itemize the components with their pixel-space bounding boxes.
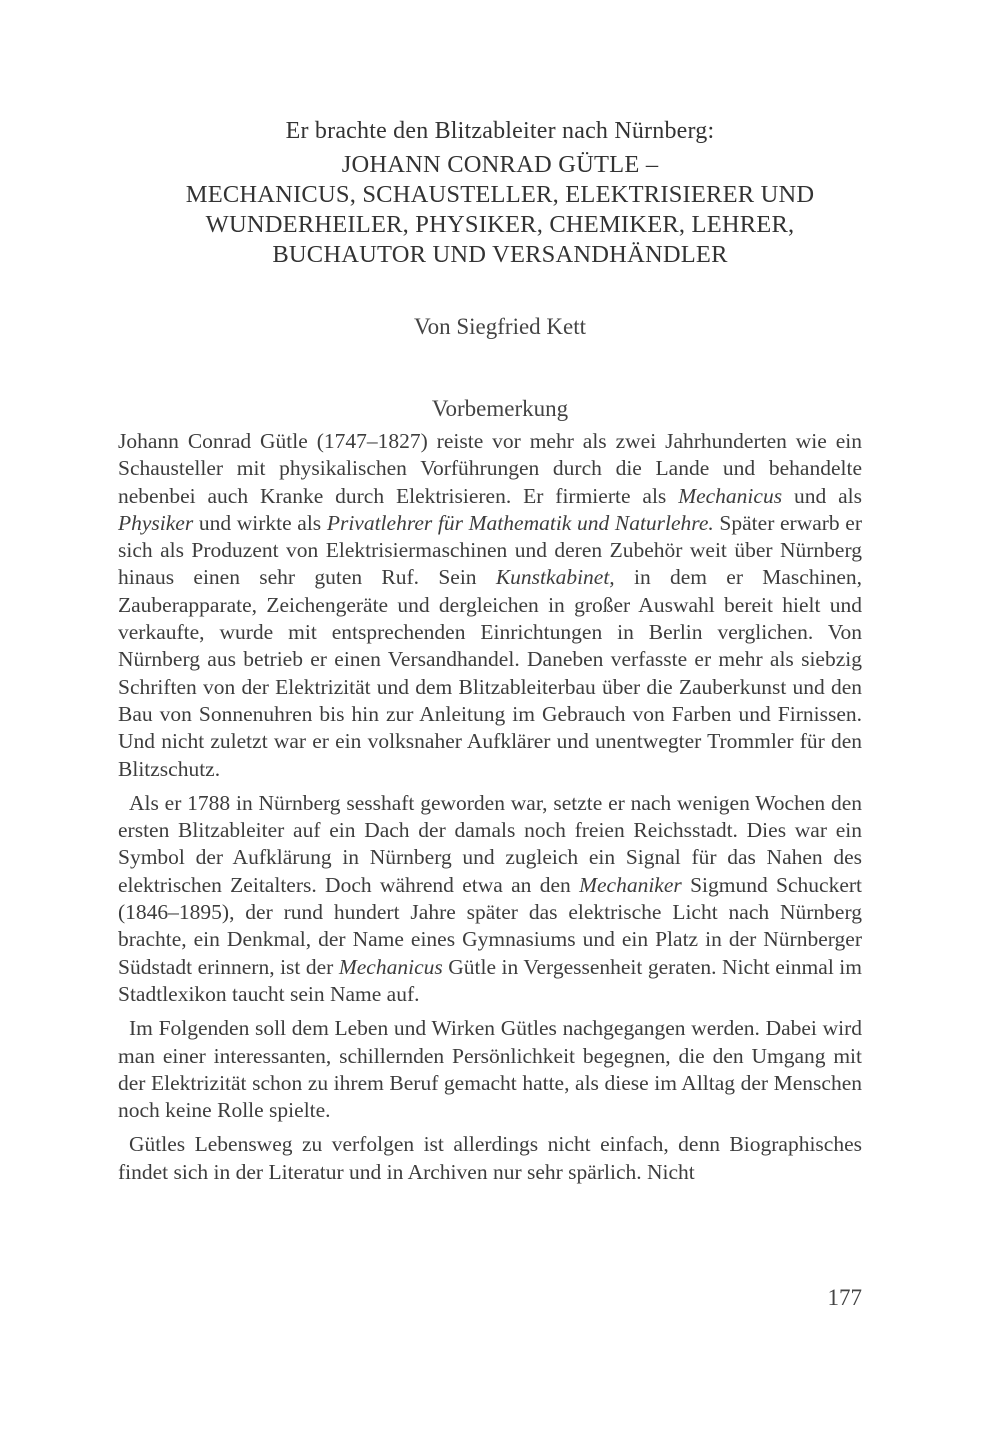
title-line: JOHANN CONRAD GÜTLE – [341,151,659,178]
paragraph: Gütles Lebensweg zu verfolgen ist allerdings nicht einfach, denn Biographisches findet sich in der Literatur und in Archiven nur sehr spärlich. Nicht [118,1132,862,1184]
italic-term: Physiker [118,510,194,535]
title-line: MECHANICUS, SCHAUSTELLER, ELEKTRISIERER UND [185,181,815,208]
italic-term: Privatlehrer für Mathematik und Naturlehre. [326,510,714,535]
text-run: Später erwarb er sich als Produzent von Elektrisiermaschinen und deren Zubehör weit über Nürnberg hinaus einen sehr guten Ruf. Sein [118,510,863,590]
italic-term: Mechaniker [579,872,682,897]
italic-term: Mechanicus [678,483,783,508]
paragraph [118,790,862,1008]
title-line: WUNDERHEILER, PHYSIKER, CHEMIKER, LEHRER, [205,211,795,238]
text-run: Als er 1788 in Nürnberg sesshaft geworden war, setzte er nach wenigen Wochen den ersten Blitzableiter auf ein Dach der damals noch freien Reichsstadt. Dies war ein Symbol der Aufklärung in Nürnberg und zugleich ein Signal für das Nahen des elektrischen Zeitalters. Doch während etwa an den [118,790,862,897]
italic-term: Mechanicus [338,954,443,979]
article-kicker: Er brachte den Blitzableiter nach Nürnberg: [285,118,715,144]
page-number: 177 [827,1285,862,1310]
text-run: Gütle in Vergessenheit geraten. Nicht einmal im Stadtlexikon taucht sein Name auf. [118,954,862,1006]
text-run: Sigmund Schuckert (1846–1895), der rund hundert Jahre später das elektrische Licht nach Nürnberg brachte, ein Denkmal, der Name eines Gymnasiums und ein Platz in der Nürnberger Südstadt erinnern, ist der [118,872,863,979]
text-run: Johann Conrad Gütle (1747–1827) reiste vor mehr als zwei Jahrhunderten wie ein Schausteller mit physikalischen Vorführungen durch die Lande und behandelte nebenbei auch Kranke durch Elektrisieren. Er firmierte als [118,429,862,508]
paragraph [118,428,862,783]
italic-term: Kunstkabinet, [495,565,615,590]
paragraph: Im Folgenden soll dem Leben und Wirken Gütles nachgegangen werden. Dabei wird man einer interessanten, schillernden Persönlichkeit begegnen, die den Umgang mit der Elektrizität schon zu ihrem Beruf gemacht hatte, als diese im Alltag der Menschen noch keine Rolle spielte. [118,1016,862,1123]
article-title [110,150,890,270]
title-line: BUCHAUTOR UND VERSANDHÄNDLER [272,241,728,268]
article-body [118,428,862,1193]
section-heading: Vorbemerkung [431,396,569,421]
text-run: und als [782,483,863,508]
author-byline: Von Siegfried Kett [413,314,587,339]
text-run: in dem er Maschinen, Zauberapparate, Zeichengeräte und dergleichen in großer Auswahl bereit hielt und verkaufte, wurde mit entsprechenden Einrichtungen in Berlin verglichen. Von Nürnberg aus betrieb er einen Versandhandel. Daneben verfasste er mehr als siebzig Schriften von der Elektrizität und dem Blitzableiterbau über die Zauberkunst und den Bau von Sonnenuhren bis hin zur Anleitung im Gebrauch von Farben und Firnissen. Und nicht zuletzt war er ein volksnaher Aufklärer und unentwegter Trommler für den Blitzschutz. [118,565,862,781]
text-run: und wirkte als [193,510,327,535]
